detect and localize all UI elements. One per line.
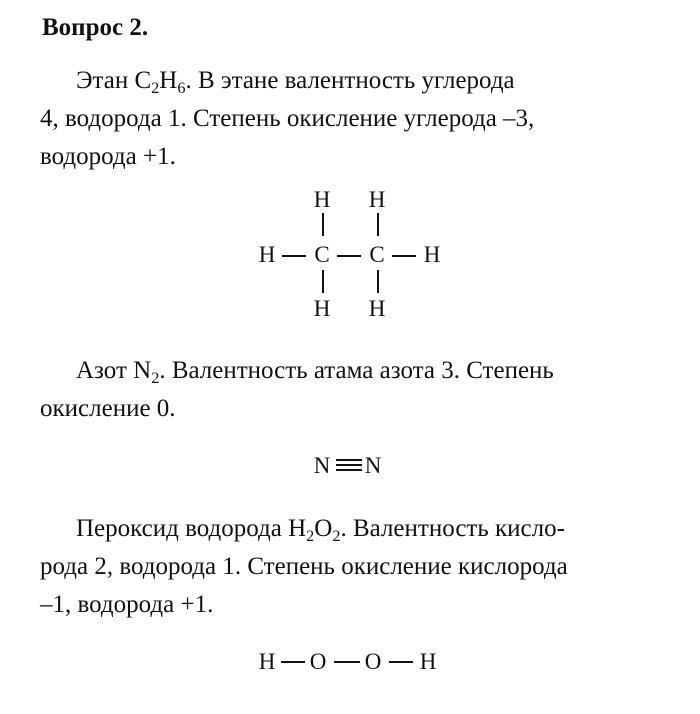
bond	[392, 255, 416, 257]
triple-bond	[336, 469, 362, 471]
bond	[282, 255, 306, 257]
atom-o: O	[309, 649, 327, 674]
atom-h: H	[419, 649, 437, 674]
bond	[334, 661, 360, 663]
atom-h: H	[368, 187, 386, 212]
triple-bond	[336, 459, 362, 461]
atom-h: H	[258, 242, 276, 267]
atom-h: H	[423, 242, 441, 267]
ethane-paragraph: Этан $C_2H_6$. В этане валентность углерода 4, водорода 1. Степень окисление углерода –3, водорода +1.	[40, 67, 535, 170]
bond	[337, 255, 361, 257]
bond	[322, 213, 324, 236]
atom-h: H	[368, 296, 386, 321]
atom-o: O	[364, 649, 382, 674]
bond	[377, 213, 379, 236]
atom-n: N	[364, 453, 382, 478]
bond	[377, 270, 379, 293]
peroxide-paragraph: Пероксид водорода $H_2O_2$. Валентность кисло- рода 2, водорода 1. Степень окисление кислорода –1, водорода +1.	[40, 515, 568, 618]
bond	[322, 270, 324, 293]
atom-h: H	[258, 649, 276, 674]
bond	[281, 661, 305, 663]
bond	[389, 661, 413, 663]
atom-c: C	[314, 242, 330, 267]
triple-bond	[336, 464, 362, 466]
question-title: Вопрос 2.	[42, 14, 149, 41]
atom-h: H	[313, 187, 331, 212]
atom-c: C	[369, 242, 385, 267]
nitrogen-paragraph: Азот $N_2$. Валентность атама азота 3. Степень окисление 0.	[40, 357, 554, 422]
atom-n: N	[313, 453, 331, 478]
atom-h: H	[313, 296, 331, 321]
